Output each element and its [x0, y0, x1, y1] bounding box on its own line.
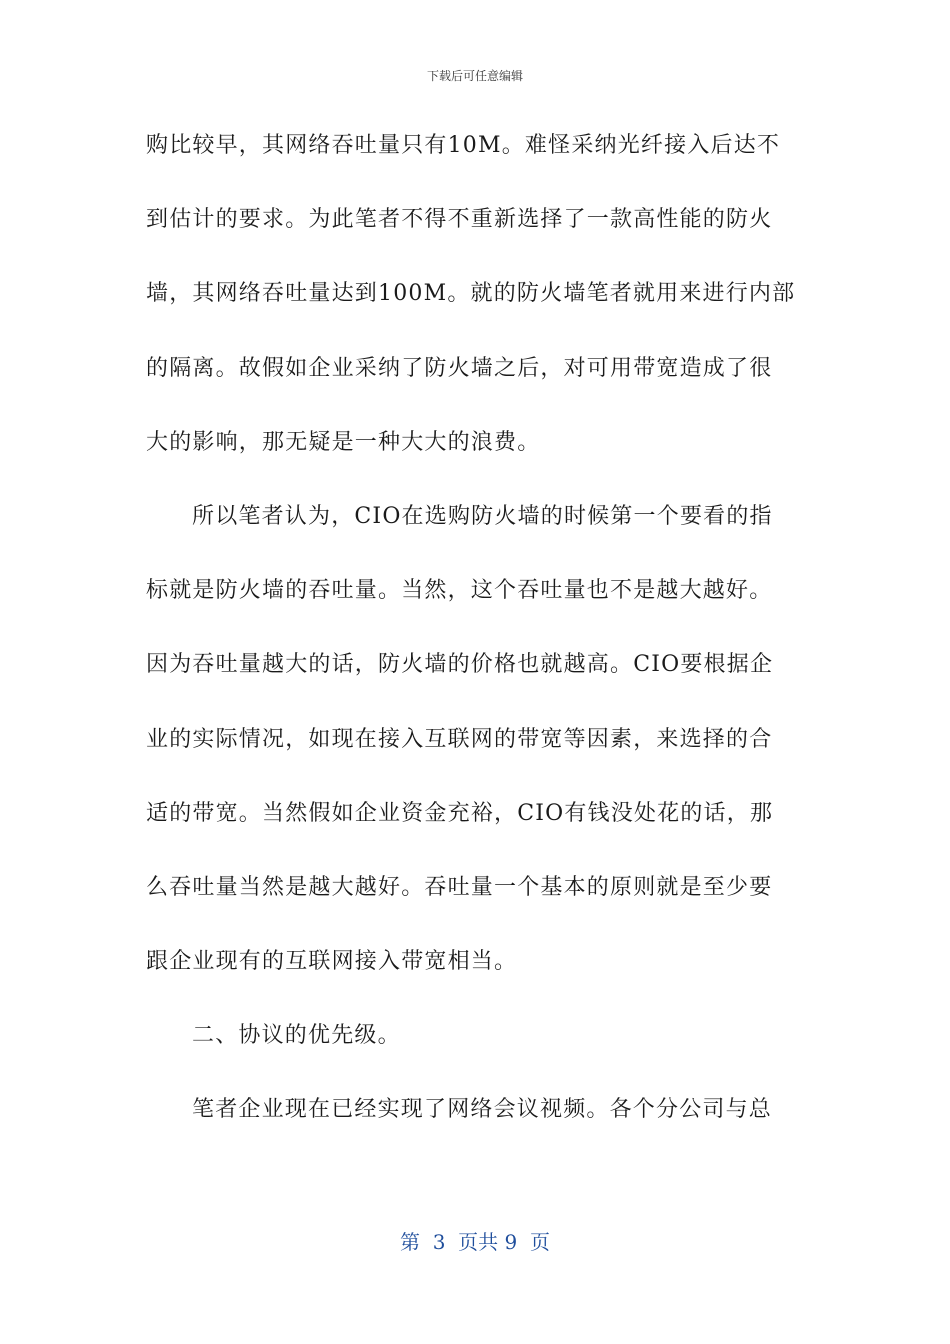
paragraph-first-line: 笔者企业现在已经实现了网络会议视频。各个分公司与总: [192, 1097, 773, 1123]
text-line: 购比较早，其网络吞吐量只有10M。难怪采纳光纤接入后达不: [146, 133, 781, 158]
text-line: 标就是防火墙的吞吐量。当然，这个吞吐量也不是越大越好。: [146, 578, 773, 604]
text-line: 业的实际情况，如现在接入互联网的带宽等因素，来选择的合: [146, 726, 773, 752]
text-line: 因为吞吐量越大的话，防火墙的价格也就越高。CIO要根据企: [146, 652, 774, 678]
text-line: 跟企业现有的互联网接入带宽相当。: [146, 949, 518, 975]
text-line: 适的带宽。当然假如企业资金充裕，CIO有钱没处花的话，那: [146, 800, 774, 826]
text-line: 墙，其网络吞吐量达到100M。就的防火墙笔者就用来进行内部: [146, 281, 796, 307]
section-heading: 二、协议的优先级。: [192, 1023, 401, 1049]
text-line: 大的影响，那无疑是一种大大的浪费。: [146, 429, 541, 455]
paragraph-first-line: 所以笔者认为，CIO在选购防火墙的时候第一个要看的指: [192, 503, 773, 529]
page-number-footer: 第 3 页共 9 页: [400, 1230, 550, 1254]
text-line: 么吞吐量当然是越大越好。吞吐量一个基本的原则就是至少要: [146, 874, 773, 900]
text-line: 的隔离。故假如企业采纳了防火墙之后，对可用带宽造成了很: [146, 355, 773, 381]
page-header: 下载后可任意编辑: [426, 69, 523, 83]
document-body: [146, 128, 806, 1167]
text-line: 到估计的要求。为此笔者不得不重新选择了一款高性能的防火: [146, 207, 773, 233]
